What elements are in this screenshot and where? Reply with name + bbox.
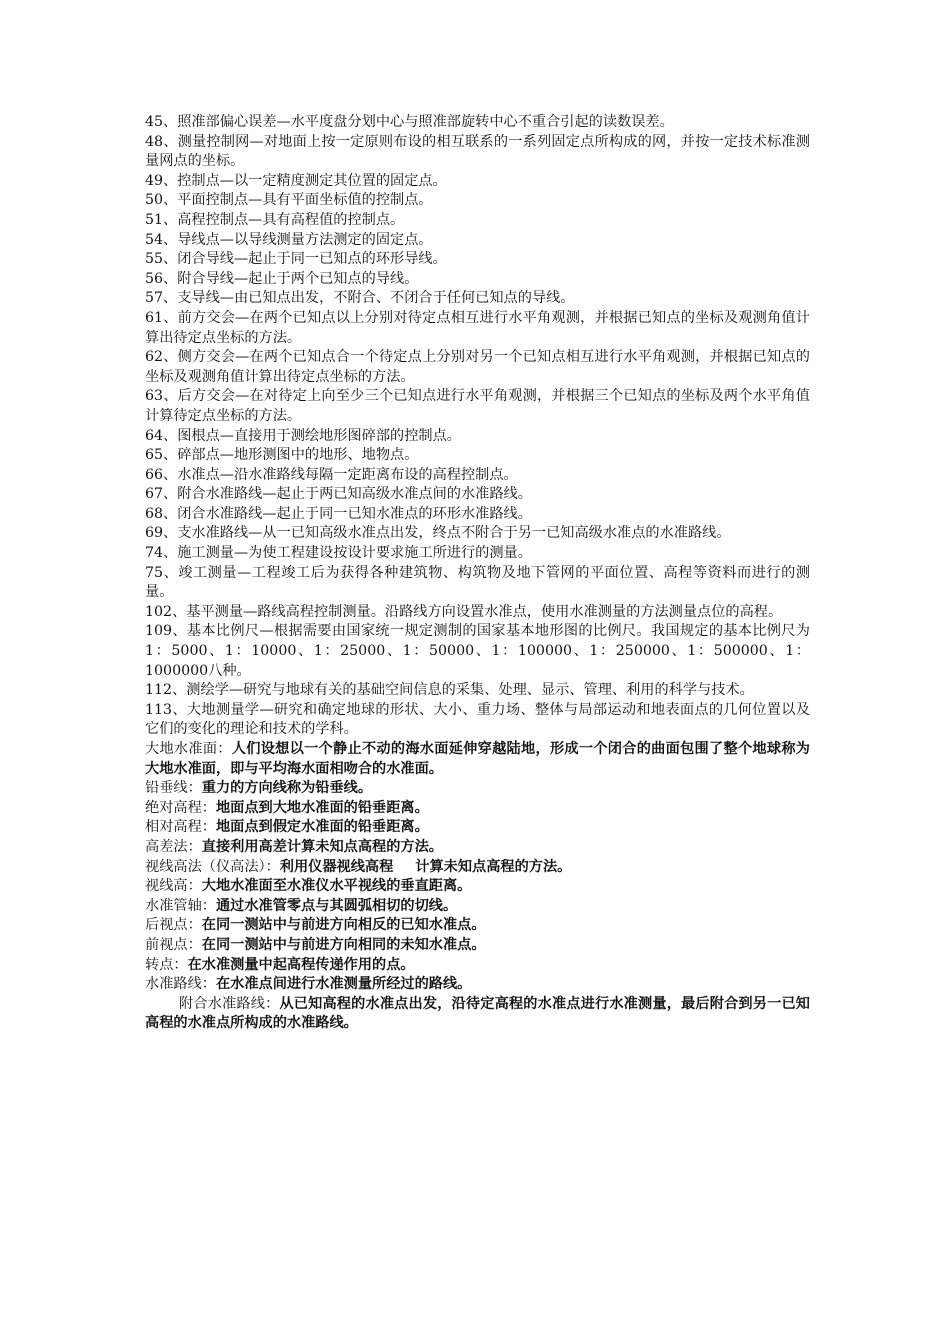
entry-102: 102、基平测量—路线高程控制测量。沿路线方向设置水准点，使用水准测量的方法测量点位的高程。 xyxy=(145,603,783,620)
definition-desc-continued: 计算未知点高程的方法。 xyxy=(415,858,572,875)
definition-level-tube-axis xyxy=(145,897,810,917)
entry-55: 55、闭合导线—起止于同一已知点的环形导线。 xyxy=(145,251,447,268)
entry-67: 67、附合水准路线—起止于两已知高级水准点间的水准路线。 xyxy=(145,486,532,503)
definition-term: 转点： xyxy=(145,956,188,973)
definition-geoid xyxy=(145,740,810,779)
entry-66: 66、水准点—沿水准路线每隔一定距离布设的高程控制点。 xyxy=(145,466,518,483)
entry-74: 74、施工测量—为使工程建设按设计要求施工所进行的测量。 xyxy=(145,545,532,562)
entry-68: 68、闭合水准路线—起止于同一已知水准点的环形水准路线。 xyxy=(145,505,532,522)
definition-desc: 在同一测站中与前进方向相同的未知水准点。 xyxy=(201,936,486,953)
numbered-entries xyxy=(145,113,810,740)
entry-50: 50、平面控制点—具有平面坐标值的控制点。 xyxy=(145,192,433,209)
definition-leveling-route xyxy=(145,975,810,995)
definition-term: 视线高法（仪高法）： xyxy=(145,858,280,875)
definition-term: 绝对高程： xyxy=(145,799,216,816)
entry-64: 64、图根点—直接用于测绘地形图碎部的控制点。 xyxy=(145,427,461,444)
entry-57: 57、支导线—由已知点出发，不附合、不闭合于任何已知点的导线。 xyxy=(145,290,575,307)
entry-75: 75、竣工测量—工程竣工后为获得各种建筑物、构筑物及地下管网的平面位置、高程等资料而进行的测量。 xyxy=(145,564,810,601)
definition-term: 附合水准路线： xyxy=(179,995,280,1012)
definition-instrument-height-method xyxy=(145,858,810,878)
entry-63: 63、后方交会—在对待定上向至少三个已知点进行水平角观测，并根据三个已知点的坐标及两个水平角值计算待定点坐标的方法。 xyxy=(145,388,810,424)
entry-62: 62、侧方交会—在两个已知点合一个待定点上分别对另一个已知点相互进行水平角观测，并根据已知点的坐标及观测角值计算出待定点坐标的方法。 xyxy=(145,349,810,385)
definition-term: 水准管轴： xyxy=(145,897,216,914)
definitions-section xyxy=(145,740,810,1034)
definition-desc: 地面点到假定水准面的铅垂距离。 xyxy=(215,819,429,836)
entry-65: 65、碎部点—地形测图中的地形、地物点。 xyxy=(145,447,419,464)
definition-desc: 利用仪器视线高程 xyxy=(279,858,394,875)
definition-term: 视线高： xyxy=(145,878,202,895)
entry-69: 69、支水准路线—从一已知高级水准点出发，终点不附合于另一已知高级水准点的水准路线。 xyxy=(145,525,731,542)
definition-height-difference-method xyxy=(145,838,810,858)
definition-desc: 地面点到大地水准面的铅垂距离。 xyxy=(215,799,429,816)
entry-48: 48、测量控制网—对地面上按一定原则布设的相互联系的一系列固定点所构成的网，并按一定技术标准测量网点的坐标。 xyxy=(145,133,810,170)
definition-term: 后视点： xyxy=(145,917,202,934)
definition-sight-height xyxy=(145,877,810,897)
definition-relative-elevation xyxy=(145,818,810,838)
definition-term: 高差法： xyxy=(145,838,202,855)
entry-45: 45、照准部偏心误差—水平度盘分划中心与照准部旋转中心不重合引起的读数误差。 xyxy=(145,114,674,130)
definition-desc: 通过水准管零点与其圆弧相切的切线。 xyxy=(215,897,458,914)
definition-term: 大地水准面： xyxy=(145,741,232,757)
entry-49: 49、控制点—以一定精度测定其位置的固定点。 xyxy=(145,172,447,189)
definition-desc: 在水准测量中起高程传递作用的点。 xyxy=(187,956,415,973)
definition-plumb-line xyxy=(145,779,810,799)
definition-backsight-point xyxy=(145,916,810,936)
definition-annexed-leveling-route xyxy=(145,995,810,1034)
definition-desc: 从已知高程的水准点出发，沿待定高程的水准点进行水准测量，最后附合到另一已知高程的水准点所构成的水准路线。 xyxy=(145,995,810,1032)
definition-desc: 人们设想以一个静止不动的海水面延伸穿越陆地，形成一个闭合的曲面包围了整个地球称为大地水准面，即与平均海水面相吻合的水准面。 xyxy=(145,741,810,777)
definition-desc: 在同一测站中与前进方向相反的已知水准点。 xyxy=(201,917,486,934)
definition-desc: 重力的方向线称为铅垂线。 xyxy=(201,780,373,797)
entry-112: 112、测绘学—研究与地球有关的基础空间信息的采集、处理、显示、管理、利用的科学与技术。 xyxy=(145,682,754,699)
entry-54: 54、导线点—以导线测量方法测定的固定点。 xyxy=(145,231,433,248)
document-body xyxy=(145,113,810,1034)
definition-desc: 直接利用高差计算未知点高程的方法。 xyxy=(201,838,443,855)
entry-56: 56、附合导线—起止于两个已知点的导线。 xyxy=(145,270,419,287)
definition-turning-point xyxy=(145,956,810,976)
definition-term: 铅垂线： xyxy=(145,780,202,797)
definition-desc: 大地水准面至水准仪水平视线的垂直距离。 xyxy=(201,878,472,895)
entry-113: 113、大地测量学—研究和确定地球的形状、大小、重力场、整体与局部运动和地表面点的几何位置以及它们的变化的理论和技术的学科。 xyxy=(145,701,810,738)
definition-foresight-point xyxy=(145,936,810,956)
definition-term: 相对高程： xyxy=(145,819,216,836)
definition-term: 水准路线： xyxy=(145,976,216,993)
definition-desc: 在水准点间进行水准测量所经过的路线。 xyxy=(215,976,472,993)
entry-61: 61、前方交会—在两个已知点以上分别对待定点相互进行水平角观测，并根据已知点的坐标及观测角值计算出待定点坐标的方法。 xyxy=(145,309,810,346)
entry-109: 109、基本比例尺—根据需要由国家统一规定测制的国家基本地形图的比例尺。我国规定的基本比例尺为1：5000、1：10000、1：25000、1：50000、1：100000、1：250000、1：500000、1：1000000八种。 xyxy=(145,623,810,679)
definition-absolute-elevation xyxy=(145,799,810,819)
entry-51: 51、高程控制点—具有高程值的控制点。 xyxy=(145,211,405,228)
definition-term: 前视点： xyxy=(145,936,202,953)
